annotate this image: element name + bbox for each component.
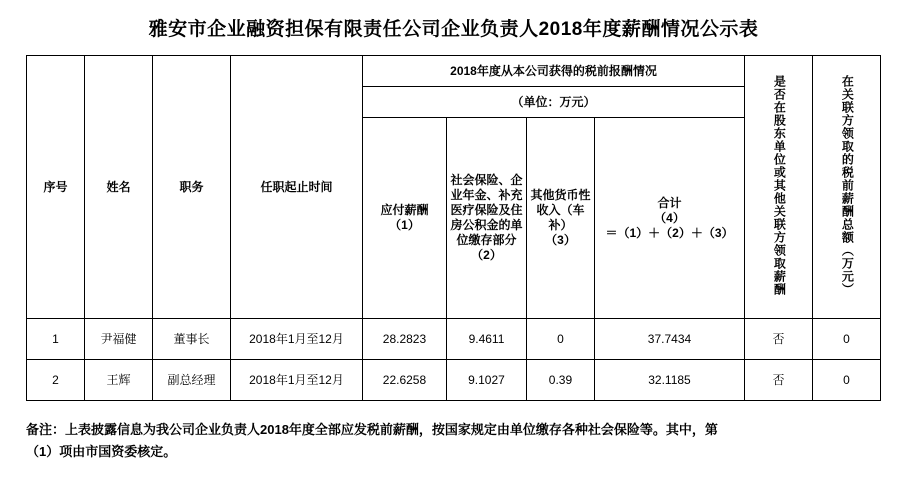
cell-related-party-total: 0	[813, 319, 881, 360]
col-header-insurance	[446, 118, 526, 319]
col-header-total-index: （4）	[654, 210, 685, 225]
col-header-other-income-label: 其他货币性收入（车补）	[530, 188, 591, 232]
col-header-insurance-label: 社会保险、企业年金、补充医疗保险及住房公积金的单位缴存部分	[450, 173, 523, 247]
col-header-total	[594, 118, 744, 319]
cell-position: 董事长	[152, 319, 230, 360]
footnote	[26, 419, 881, 463]
table-row	[26, 319, 880, 360]
col-header-position-label: 职务	[179, 179, 204, 194]
col-header-total-formula: ＝（1）＋（2）＋（3）	[605, 225, 734, 240]
cell-seq: 2	[26, 360, 84, 401]
footnote-line-1: 备注：上表披露信息为我公司企业负责人2018年度全部应发税前薪酬，按国家规定由单位缴存各种社会保险等。其中，第	[26, 422, 718, 437]
cell-term: 2018年1月至12月	[230, 360, 362, 401]
col-header-total-label: 合计	[657, 195, 682, 210]
col-header-position	[152, 56, 230, 319]
cell-insurance: 9.1027	[446, 360, 526, 401]
group-header-pretax-line1-label: 2018年度从本公司获得的税前报酬情况	[450, 63, 657, 78]
cell-insurance: 9.4611	[446, 319, 526, 360]
col-header-term-label: 任职起止时间	[260, 179, 333, 194]
salary-disclosure-table	[26, 55, 881, 401]
cell-other-income: 0	[526, 319, 594, 360]
col-header-name-label: 姓名	[106, 179, 131, 194]
page-title: 雅安市企业融资担保有限责任公司企业负责人2018年度薪酬情况公示表	[148, 19, 759, 40]
col-header-related-party-total	[813, 56, 881, 319]
col-header-term	[230, 56, 362, 319]
cell-total: 37.7434	[594, 319, 744, 360]
table-row	[26, 360, 880, 401]
cell-payable-salary: 28.2823	[362, 319, 446, 360]
col-header-other-income	[526, 118, 594, 319]
cell-other-income: 0.39	[526, 360, 594, 401]
col-header-seq	[26, 56, 84, 319]
group-header-pretax-unit-label: （单位：万元）	[511, 94, 596, 109]
col-header-payable-salary-label: 应付薪酬	[380, 203, 429, 217]
cell-position: 副总经理	[152, 360, 230, 401]
cell-name: 尹福健	[84, 319, 152, 360]
cell-from-shareholder: 否	[745, 319, 813, 360]
col-header-from-shareholder	[745, 56, 813, 319]
col-header-payable-salary	[362, 118, 446, 319]
cell-seq: 1	[26, 319, 84, 360]
cell-term: 2018年1月至12月	[230, 319, 362, 360]
cell-total: 32.1185	[594, 360, 744, 401]
col-header-name	[84, 56, 152, 319]
cell-related-party-total: 0	[813, 360, 881, 401]
col-header-from-shareholder-label: 是否在股东单位或其他关联方领取薪酬	[772, 74, 787, 296]
col-header-other-income-index: （3）	[545, 233, 576, 247]
group-header-pretax-line1	[362, 56, 744, 87]
col-header-insurance-index: （2）	[471, 248, 502, 262]
col-header-related-party-total-label: 在关联方领取的税前薪酬总额（万元）	[840, 74, 855, 296]
cell-from-shareholder: 否	[745, 360, 813, 401]
cell-payable-salary: 22.6258	[362, 360, 446, 401]
cell-name: 王辉	[84, 360, 152, 401]
col-header-payable-salary-index: （1）	[389, 218, 420, 232]
group-header-pretax-line2	[362, 87, 744, 118]
footnote-line-2: （1）项由市国资委核定。	[26, 444, 177, 460]
col-header-seq-label: 序号	[43, 179, 68, 194]
